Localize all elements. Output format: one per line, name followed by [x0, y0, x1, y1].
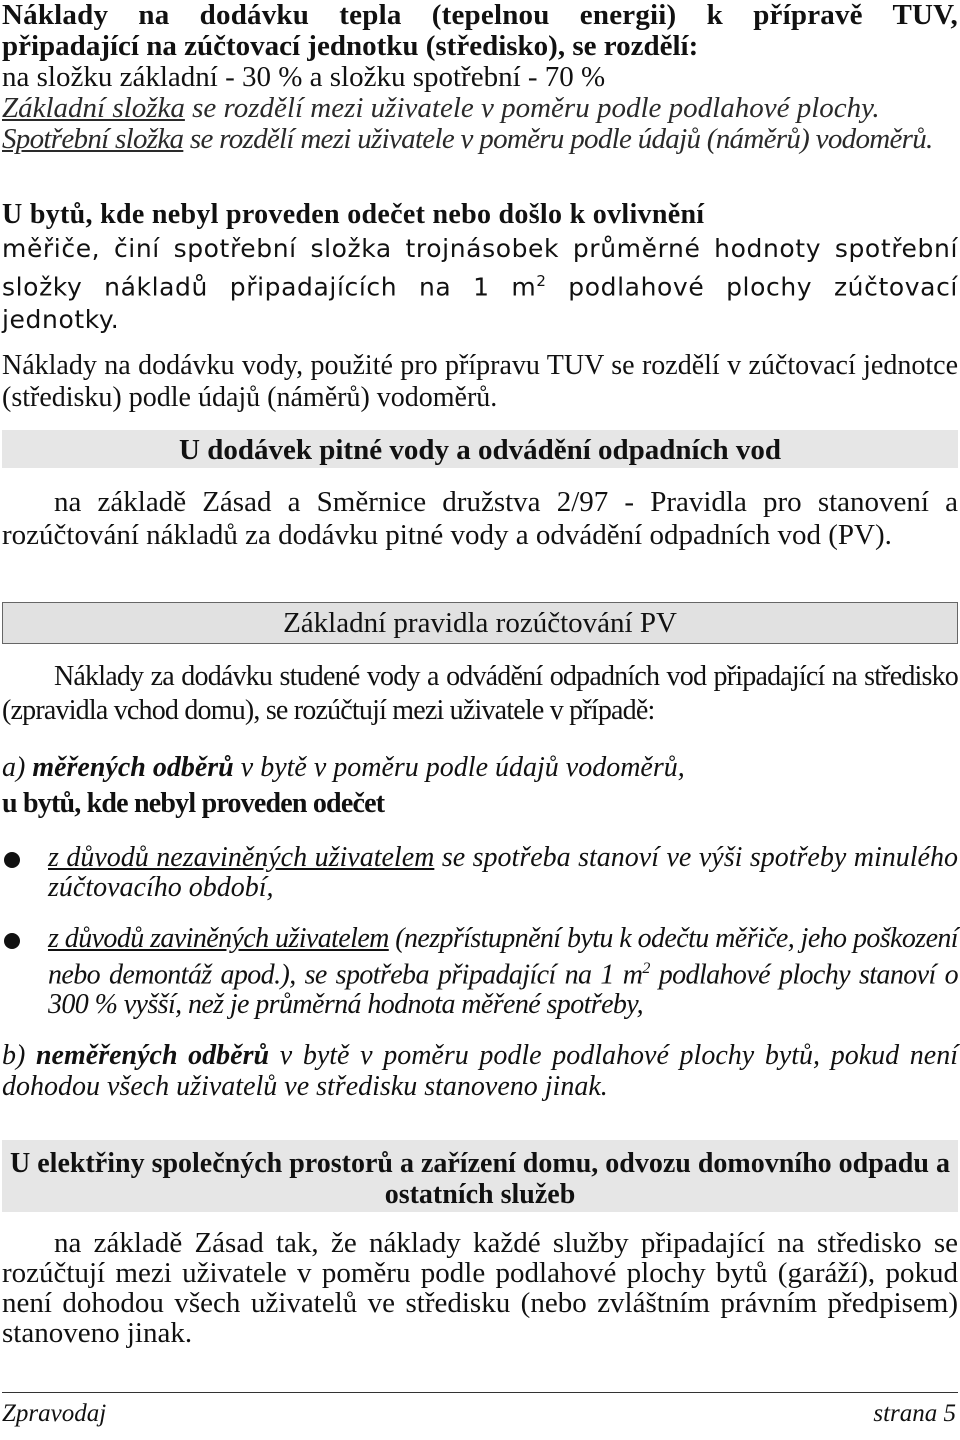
bullet-icon: [4, 933, 20, 949]
no-reading-lead: U bytů, kde nebyl proveden odečet nebo došlo k ovlivnění: [2, 199, 705, 230]
consumption-component-term: Spotřební složka: [2, 123, 184, 155]
case-a-label: a): [2, 752, 33, 783]
basic-component-term: Základní složka: [2, 92, 185, 124]
bullet-2-rest: (nezpřístupnění bytu k odečtu měřiče, jeho poškození nebo demontáž apod.), se spotřeba připadající na 1 m: [48, 923, 958, 991]
basic-component-line: [2, 93, 958, 124]
case-a-line: [2, 750, 958, 786]
bullet-2-term: z důvodů zaviněných uživatelem: [48, 923, 389, 954]
bullet-1-term: z důvodů nezaviněných uživatelem: [48, 842, 435, 873]
bullet-icon: [4, 852, 20, 868]
footer-divider: [2, 1392, 958, 1393]
case-a-text: v bytě v poměru podle údajů vodoměrů,: [233, 752, 685, 783]
heading-drinking-water: U dodávek pitné vody a odvádění odpadních vod: [2, 430, 958, 468]
square-meter-sup: 2: [536, 272, 547, 290]
bullet-1-rest: se spotřeba stanoví ve výši spotřeby minulého zúčtovacího období,: [48, 842, 958, 903]
case-a-strong: měřených odběrů: [32, 752, 234, 783]
case-a-sub: u bytů, kde nebyl proveden odečet: [2, 788, 385, 819]
bullet-2-rest-end: podlahové plochy stanoví o 300 % vyšší, než je průměrná hodnota měřené spotřeby,: [48, 959, 958, 1021]
no-reading-text-main: měřiče, činí spotřební složka trojnásobek průměrné hodnoty spotřební složky nákladů připadajících na 1 m: [2, 234, 958, 302]
electricity-paragraph: na základě Zásad tak, že náklady každé služby připadající na středisko se rozúčtují mezi uživatele v poměru podle podlahové plochy bytů (garáží), pokud není dohodou všech uživatelů ve středisku (nebo zvláštním právním předpisem) stanoveno jinak.: [2, 1227, 958, 1349]
case-b-text: v bytě v poměru podle podlahové plochy bytů, pokud není dohodou všech uživatelů ve středisku stanoveno jinak.: [2, 1040, 958, 1102]
case-b-strong: neměřených odběrů: [35, 1040, 270, 1071]
basic-component-text: se rozdělí mezi uživatele v poměru podle podlahové plochy.: [184, 92, 880, 124]
no-reading-text: [2, 232, 958, 336]
footer-publication: Zpravodaj: [2, 1400, 107, 1427]
consumption-component-line: [2, 124, 958, 155]
case-a: [2, 750, 958, 822]
heading-basic-rules: Základní pravidla rozúčtování PV: [2, 602, 958, 644]
case-b: [2, 1040, 958, 1102]
tuv-line-2: připadající na zúčtovací jednotku (středisko), se rozdělí:: [2, 30, 699, 62]
consumption-component-text: se rozdělí mezi uživatele v poměru podle údajů (náměrů) vodoměrů.: [183, 123, 933, 155]
no-reading-paragraph: [2, 198, 958, 336]
bullet-2-text: [48, 924, 958, 1020]
no-reading-text-end: podlahové plochy zúčtovací jednotky.: [2, 272, 958, 335]
square-meter-sup: 2: [642, 960, 650, 977]
tuv-line-1: Náklady na dodávku tepla (tepelnou energii) k přípravě TUV,: [2, 0, 958, 31]
footer-page-number: strana 5: [873, 1400, 956, 1427]
tuv-line-3: na složku základní - 30 % a složku spotřební - 70 %: [2, 61, 606, 93]
water-tuv-paragraph: Náklady na dodávku vody, použité pro přípravu TUV se rozdělí v zúčtovací jednotce (středisku) podle údajů (náměrů) vodoměrů.: [2, 350, 958, 413]
bullet-1-text: [48, 843, 958, 903]
heading-electricity: U elektřiny společných prostorů a zařízení domu, odvozu domovního odpadu a ostatních služeb: [2, 1140, 958, 1212]
case-b-label: b): [2, 1040, 36, 1071]
tuv-section: [2, 0, 958, 155]
pv-intro-paragraph: na základě Zásad a Směrnice družstva 2/97 - Pravidla pro stanovení a rozúčtování nákladů za dodávku pitné vody a odvádění odpadních vod (PV).: [2, 486, 958, 551]
rules-intro-paragraph: Náklady za dodávku studené vody a odvádění odpadních vod připadající na středisko (zpravidla vchod domu), se rozúčtují mezi uživatele v případě:: [2, 661, 958, 726]
